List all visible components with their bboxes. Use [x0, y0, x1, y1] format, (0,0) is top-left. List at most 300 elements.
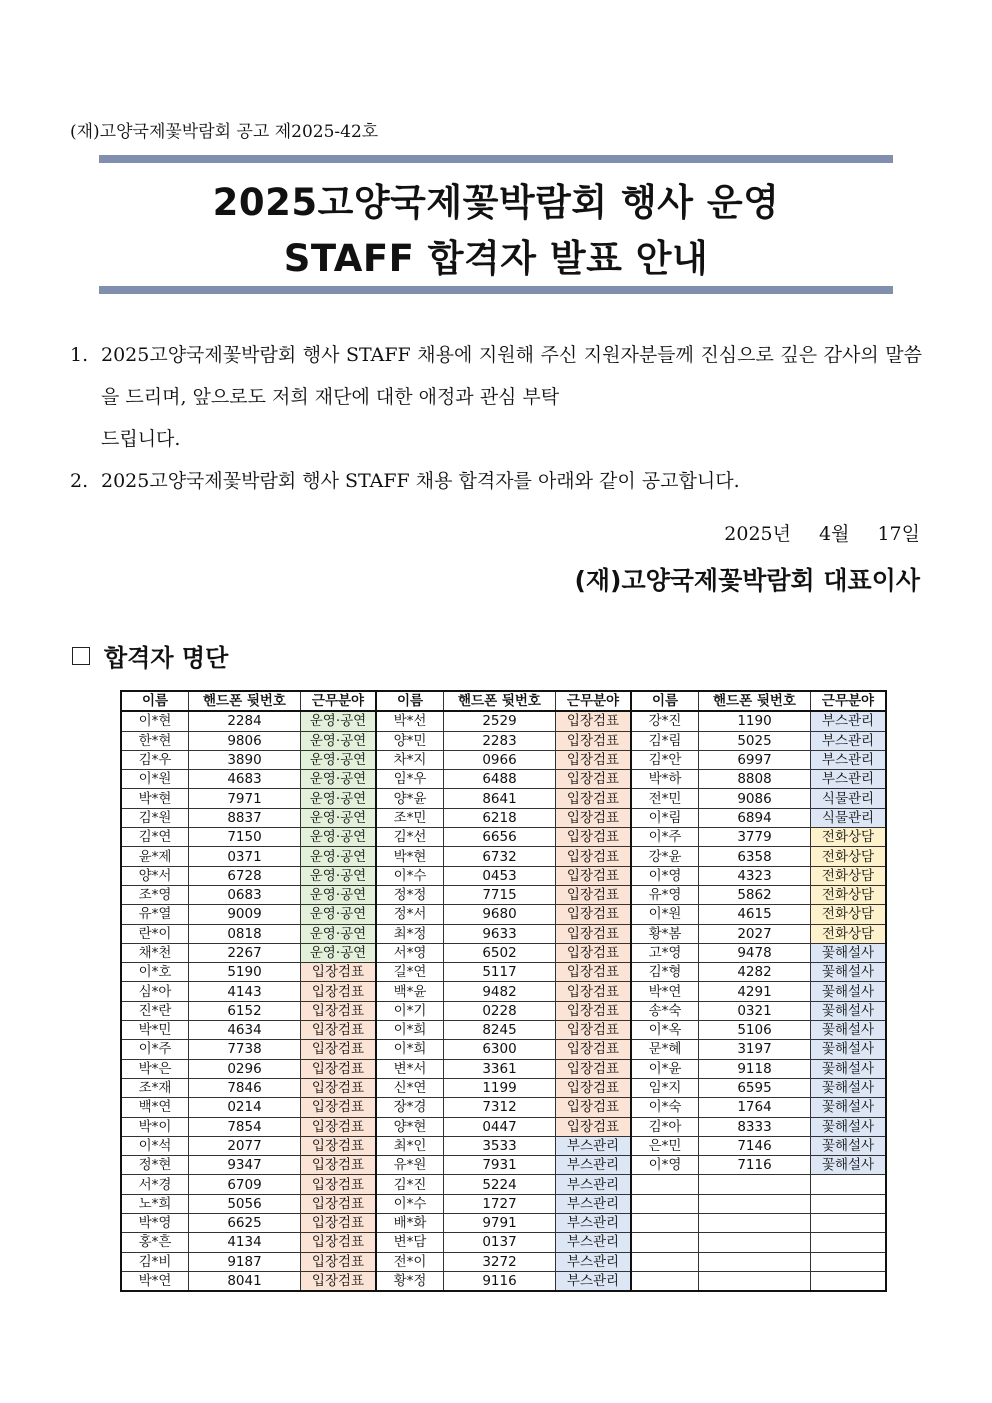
cell-phone: 9118	[699, 1059, 811, 1078]
table-row	[121, 808, 886, 827]
cell-phone: 2027	[699, 924, 811, 943]
cell-field: 부스관리	[811, 750, 887, 769]
cell-field: 전화상담	[811, 847, 887, 866]
cell-phone: 8808	[699, 770, 811, 789]
cell-phone: 2529	[444, 711, 556, 731]
header-field: 근무분야	[556, 691, 632, 711]
notice-date	[724, 519, 920, 546]
cell-name: 조*민	[376, 808, 444, 827]
header-name: 이름	[121, 691, 189, 711]
cell-field: 전화상담	[811, 866, 887, 885]
cell-field: 전화상담	[811, 905, 887, 924]
cell-name: 한*현	[121, 731, 189, 750]
cell-name: 박*하	[631, 770, 699, 789]
cell-field: 전화상담	[811, 828, 887, 847]
cell-name: 이*석	[121, 1136, 189, 1155]
cell-name: 양*서	[121, 866, 189, 885]
cell-phone	[699, 1252, 811, 1271]
cell-field: 입장검표	[301, 1136, 377, 1155]
cell-field: 입장검표	[301, 1078, 377, 1097]
cell-field: 꽃해설사	[811, 1156, 887, 1175]
table-row	[121, 1233, 886, 1252]
cell-phone: 7146	[699, 1136, 811, 1155]
cell-phone: 4323	[699, 866, 811, 885]
cell-field: 입장검표	[556, 1001, 632, 1020]
cell-name: 이*영	[631, 866, 699, 885]
cell-field: 입장검표	[556, 963, 632, 982]
cell-name: 김*아	[631, 1117, 699, 1136]
header-field: 근무분야	[811, 691, 887, 711]
table-row	[121, 885, 886, 904]
table-row	[121, 1040, 886, 1059]
table-row	[121, 847, 886, 866]
table-row	[121, 1175, 886, 1194]
cell-name: 이*희	[376, 1021, 444, 1040]
paragraph-text-main: 2025고양국제꽃박람회 행사 STAFF 채용 합격자를 아래와 같이 공고합니다.	[101, 470, 740, 492]
cell-phone: 3361	[444, 1059, 556, 1078]
cell-name: 차*지	[376, 750, 444, 769]
cell-field: 운영·공연	[301, 943, 377, 962]
cell-phone: 6595	[699, 1078, 811, 1097]
cell-name: 변*서	[376, 1059, 444, 1078]
cell-phone: 8837	[189, 808, 301, 827]
cell-name: 이*현	[121, 711, 189, 731]
section-title: 합격자 명단	[104, 644, 229, 672]
table-row	[121, 963, 886, 982]
table-row	[121, 1098, 886, 1117]
cell-field: 입장검표	[301, 1214, 377, 1233]
cell-phone	[699, 1175, 811, 1194]
signer: (재)고양국제꽃박람회 대표이사	[574, 566, 920, 595]
cell-name: 서*영	[376, 943, 444, 962]
cell-name: 김*진	[376, 1175, 444, 1194]
cell-field: 부스관리	[556, 1194, 632, 1213]
cell-phone: 2267	[189, 943, 301, 962]
cell-name: 김*형	[631, 963, 699, 982]
cell-field: 입장검표	[556, 885, 632, 904]
square-bullet-icon	[72, 647, 90, 665]
paragraph-text-last: 드립니다.	[101, 428, 181, 450]
cell-phone	[699, 1233, 811, 1252]
cell-name: 이*영	[631, 1156, 699, 1175]
cell-phone: 7931	[444, 1156, 556, 1175]
cell-field: 입장검표	[556, 1059, 632, 1078]
cell-phone: 4683	[189, 770, 301, 789]
cell-phone: 4615	[699, 905, 811, 924]
cell-field: 입장검표	[556, 1078, 632, 1097]
cell-name: 강*진	[631, 711, 699, 731]
cell-phone: 6488	[444, 770, 556, 789]
cell-phone: 6709	[189, 1175, 301, 1194]
header-phone: 핸드폰 뒷번호	[444, 691, 556, 711]
cell-field: 입장검표	[556, 808, 632, 827]
cell-phone: 5117	[444, 963, 556, 982]
cell-field: 부스관리	[556, 1136, 632, 1155]
cell-name: 유*원	[376, 1156, 444, 1175]
cell-field: 운영·공연	[301, 731, 377, 750]
cell-phone: 8245	[444, 1021, 556, 1040]
table-row	[121, 943, 886, 962]
cell-name: 이*기	[376, 1001, 444, 1020]
cell-name: 고*영	[631, 943, 699, 962]
paragraph-number: 2.	[70, 470, 89, 492]
cell-name: 김*림	[631, 731, 699, 750]
title-bottom-rule	[99, 286, 893, 294]
header-name: 이름	[631, 691, 699, 711]
cell-name: 조*재	[121, 1078, 189, 1097]
cell-phone: 6997	[699, 750, 811, 769]
cell-phone: 0453	[444, 866, 556, 885]
header-phone: 핸드폰 뒷번호	[189, 691, 301, 711]
cell-name: 백*연	[121, 1098, 189, 1117]
cell-name: 이*원	[631, 905, 699, 924]
section-heading	[72, 638, 228, 673]
cell-name: 이*희	[376, 1040, 444, 1059]
cell-field: 부스관리	[811, 731, 887, 750]
cell-phone	[699, 1194, 811, 1213]
notice-number: (재)고양국제꽃박람회 공고 제2025-42호	[70, 122, 379, 142]
cell-phone: 2284	[189, 711, 301, 731]
cell-phone: 4282	[699, 963, 811, 982]
cell-field: 부스관리	[556, 1271, 632, 1291]
cell-name: 노*희	[121, 1194, 189, 1213]
cell-field: 입장검표	[556, 789, 632, 808]
cell-name: 송*숙	[631, 1001, 699, 1020]
cell-name: 조*영	[121, 885, 189, 904]
cell-name: 신*연	[376, 1078, 444, 1097]
cell-field: 입장검표	[301, 1040, 377, 1059]
cell-phone: 6358	[699, 847, 811, 866]
table-row	[121, 1078, 886, 1097]
cell-phone: 0137	[444, 1233, 556, 1252]
cell-field: 입장검표	[556, 847, 632, 866]
cell-name: 박*연	[121, 1271, 189, 1291]
cell-name: 장*경	[376, 1098, 444, 1117]
table-row	[121, 1059, 886, 1078]
header-name: 이름	[376, 691, 444, 711]
cell-phone: 5862	[699, 885, 811, 904]
cell-name: 김*안	[631, 750, 699, 769]
cell-phone: 0818	[189, 924, 301, 943]
cell-name: 문*혜	[631, 1040, 699, 1059]
cell-field: 부스관리	[811, 770, 887, 789]
cell-phone: 1764	[699, 1098, 811, 1117]
cell-field	[811, 1271, 887, 1291]
cell-field: 입장검표	[301, 1175, 377, 1194]
cell-phone: 2077	[189, 1136, 301, 1155]
cell-phone: 5106	[699, 1021, 811, 1040]
cell-phone: 6656	[444, 828, 556, 847]
table-row	[121, 731, 886, 750]
cell-name: 임*우	[376, 770, 444, 789]
cell-phone: 6625	[189, 1214, 301, 1233]
cell-field: 꽃해설사	[811, 1098, 887, 1117]
cell-field: 운영·공연	[301, 885, 377, 904]
title-top-rule	[99, 155, 893, 163]
cell-name: 은*민	[631, 1136, 699, 1155]
cell-phone: 7150	[189, 828, 301, 847]
cell-name: 이*림	[631, 808, 699, 827]
cell-name: 양*현	[376, 1117, 444, 1136]
cell-name: 윤*제	[121, 847, 189, 866]
cell-phone: 0447	[444, 1117, 556, 1136]
header-field: 근무분야	[301, 691, 377, 711]
table-row	[121, 1252, 886, 1271]
cell-field: 운영·공연	[301, 770, 377, 789]
table-row	[121, 982, 886, 1001]
cell-phone: 9347	[189, 1156, 301, 1175]
cell-name: 변*담	[376, 1233, 444, 1252]
cell-phone: 9633	[444, 924, 556, 943]
paragraph-number: 1.	[70, 344, 89, 366]
cell-phone: 4134	[189, 1233, 301, 1252]
cell-name: 이*윤	[631, 1059, 699, 1078]
cell-phone: 7846	[189, 1078, 301, 1097]
cell-phone: 3197	[699, 1040, 811, 1059]
cell-field: 입장검표	[301, 1233, 377, 1252]
cell-name: 전*민	[631, 789, 699, 808]
cell-field: 운영·공연	[301, 808, 377, 827]
cell-field	[811, 1194, 887, 1213]
cell-field: 입장검표	[301, 982, 377, 1001]
cell-name: 최*인	[376, 1136, 444, 1155]
cell-field: 꽃해설사	[811, 1136, 887, 1155]
cell-name: 길*연	[376, 963, 444, 982]
table-row	[121, 1194, 886, 1213]
table-row	[121, 770, 886, 789]
cell-field: 식물관리	[811, 789, 887, 808]
cell-phone: 9791	[444, 1214, 556, 1233]
cell-name: 정*서	[376, 905, 444, 924]
cell-name: 황*정	[376, 1271, 444, 1291]
cell-phone: 6502	[444, 943, 556, 962]
cell-field: 입장검표	[556, 1117, 632, 1136]
cell-phone: 9806	[189, 731, 301, 750]
cell-phone: 0321	[699, 1001, 811, 1020]
cell-name: 박*연	[631, 982, 699, 1001]
cell-phone: 6728	[189, 866, 301, 885]
cell-name: 란*이	[121, 924, 189, 943]
table-header-row	[121, 691, 886, 711]
date-year: 2025년	[724, 523, 792, 545]
cell-field: 전화상담	[811, 885, 887, 904]
cell-phone: 4291	[699, 982, 811, 1001]
cell-phone: 3890	[189, 750, 301, 769]
cell-phone: 7715	[444, 885, 556, 904]
table-row	[121, 924, 886, 943]
table-row	[121, 828, 886, 847]
cell-phone: 8041	[189, 1271, 301, 1291]
cell-field: 꽃해설사	[811, 1001, 887, 1020]
cell-phone: 1727	[444, 1194, 556, 1213]
cell-name: 이*원	[121, 770, 189, 789]
cell-phone: 7312	[444, 1098, 556, 1117]
cell-phone: 0371	[189, 847, 301, 866]
table-row	[121, 866, 886, 885]
cell-field: 꽃해설사	[811, 1078, 887, 1097]
cell-field: 입장검표	[301, 1021, 377, 1040]
cell-phone: 3779	[699, 828, 811, 847]
cell-name: 이*수	[376, 866, 444, 885]
cell-name	[631, 1214, 699, 1233]
roster-table	[120, 690, 887, 1292]
cell-field: 입장검표	[556, 731, 632, 750]
cell-phone: 7116	[699, 1156, 811, 1175]
cell-phone: 9086	[699, 789, 811, 808]
cell-field	[811, 1252, 887, 1271]
cell-field: 입장검표	[301, 1098, 377, 1117]
cell-field: 입장검표	[556, 1098, 632, 1117]
cell-field: 운영·공연	[301, 847, 377, 866]
page-title-line2: STAFF 합격자 발표 안내	[283, 237, 709, 280]
cell-name: 배*화	[376, 1214, 444, 1233]
cell-phone: 5025	[699, 731, 811, 750]
cell-phone: 6894	[699, 808, 811, 827]
cell-field: 운영·공연	[301, 905, 377, 924]
cell-phone: 2283	[444, 731, 556, 750]
cell-phone: 1190	[699, 711, 811, 731]
cell-phone: 9116	[444, 1271, 556, 1291]
cell-field: 운영·공연	[301, 750, 377, 769]
cell-phone: 0296	[189, 1059, 301, 1078]
cell-field: 꽃해설사	[811, 1117, 887, 1136]
cell-name: 정*정	[376, 885, 444, 904]
paragraph-2	[70, 460, 922, 502]
cell-phone: 5056	[189, 1194, 301, 1213]
cell-phone: 8333	[699, 1117, 811, 1136]
cell-phone: 3533	[444, 1136, 556, 1155]
cell-field: 운영·공연	[301, 924, 377, 943]
cell-phone: 5190	[189, 963, 301, 982]
date-month: 4월	[819, 523, 850, 545]
cell-name: 임*지	[631, 1078, 699, 1097]
cell-phone: 9478	[699, 943, 811, 962]
cell-name: 이*주	[121, 1040, 189, 1059]
cell-field: 입장검표	[301, 1271, 377, 1291]
cell-field: 입장검표	[556, 770, 632, 789]
cell-phone: 0214	[189, 1098, 301, 1117]
cell-field	[811, 1175, 887, 1194]
cell-field	[811, 1214, 887, 1233]
cell-name: 박*은	[121, 1059, 189, 1078]
cell-phone: 9482	[444, 982, 556, 1001]
cell-field: 입장검표	[556, 866, 632, 885]
cell-name: 이*옥	[631, 1021, 699, 1040]
cell-name: 유*영	[631, 885, 699, 904]
cell-name: 김*선	[376, 828, 444, 847]
cell-phone: 0966	[444, 750, 556, 769]
cell-field: 부스관리	[556, 1175, 632, 1194]
table-row	[121, 1001, 886, 1020]
cell-field: 꽃해설사	[811, 982, 887, 1001]
cell-field: 꽃해설사	[811, 1040, 887, 1059]
cell-name	[631, 1175, 699, 1194]
cell-field: 입장검표	[556, 924, 632, 943]
cell-name: 진*란	[121, 1001, 189, 1020]
cell-field: 입장검표	[301, 1001, 377, 1020]
cell-field: 식물관리	[811, 808, 887, 827]
cell-phone: 6218	[444, 808, 556, 827]
cell-name: 심*아	[121, 982, 189, 1001]
cell-name: 박*이	[121, 1117, 189, 1136]
table-row	[121, 1117, 886, 1136]
cell-field: 입장검표	[556, 1040, 632, 1059]
table-row	[121, 905, 886, 924]
cell-phone: 1199	[444, 1078, 556, 1097]
table-row	[121, 711, 886, 731]
header-phone: 핸드폰 뒷번호	[699, 691, 811, 711]
cell-field: 운영·공연	[301, 711, 377, 731]
cell-field: 입장검표	[301, 1117, 377, 1136]
cell-name: 박*영	[121, 1214, 189, 1233]
cell-phone: 6300	[444, 1040, 556, 1059]
cell-field: 입장검표	[301, 1194, 377, 1213]
cell-name: 황*봄	[631, 924, 699, 943]
cell-name: 유*열	[121, 905, 189, 924]
cell-phone: 0228	[444, 1001, 556, 1020]
date-day: 17일	[877, 523, 920, 545]
cell-phone	[699, 1214, 811, 1233]
cell-field: 부스관리	[811, 711, 887, 731]
paragraph-1	[70, 334, 922, 460]
cell-field: 입장검표	[556, 750, 632, 769]
cell-name: 이*수	[376, 1194, 444, 1213]
cell-field: 입장검표	[556, 982, 632, 1001]
cell-field: 부스관리	[556, 1156, 632, 1175]
cell-name: 김*원	[121, 808, 189, 827]
cell-phone: 8641	[444, 789, 556, 808]
cell-field: 전화상담	[811, 924, 887, 943]
table-row	[121, 1156, 886, 1175]
cell-phone: 0683	[189, 885, 301, 904]
cell-field: 입장검표	[556, 905, 632, 924]
table-row	[121, 750, 886, 769]
cell-phone: 6732	[444, 847, 556, 866]
cell-field: 운영·공연	[301, 828, 377, 847]
cell-phone: 9009	[189, 905, 301, 924]
cell-name: 서*경	[121, 1175, 189, 1194]
cell-name: 백*윤	[376, 982, 444, 1001]
cell-name: 이*숙	[631, 1098, 699, 1117]
cell-field: 입장검표	[301, 1156, 377, 1175]
cell-name: 양*민	[376, 731, 444, 750]
cell-phone: 4634	[189, 1021, 301, 1040]
paragraph-text	[101, 334, 922, 460]
cell-name: 김*비	[121, 1252, 189, 1271]
cell-name: 정*현	[121, 1156, 189, 1175]
paragraph-text-main: 2025고양국제꽃박람회 행사 STAFF 채용에 지원해 주신 지원자분들께 진심으로 깊은 감사의 말씀을 드리며, 앞으로도 저희 재단에 대한 애정과 관심 부탁	[101, 344, 922, 408]
cell-name: 이*호	[121, 963, 189, 982]
cell-field: 입장검표	[556, 828, 632, 847]
cell-name	[631, 1271, 699, 1291]
table-row	[121, 1021, 886, 1040]
cell-name	[631, 1233, 699, 1252]
cell-field: 꽃해설사	[811, 1059, 887, 1078]
cell-field: 부스관리	[556, 1252, 632, 1271]
cell-phone: 9187	[189, 1252, 301, 1271]
cell-name: 김*우	[121, 750, 189, 769]
cell-name: 박*선	[376, 711, 444, 731]
cell-name: 강*윤	[631, 847, 699, 866]
cell-field: 입장검표	[556, 943, 632, 962]
cell-name: 박*현	[376, 847, 444, 866]
cell-name: 전*이	[376, 1252, 444, 1271]
cell-field	[811, 1233, 887, 1252]
cell-name	[631, 1194, 699, 1213]
cell-name: 양*윤	[376, 789, 444, 808]
page-title-line1: 2025고양국제꽃박람회 행사 운영	[212, 181, 780, 224]
cell-phone: 7854	[189, 1117, 301, 1136]
